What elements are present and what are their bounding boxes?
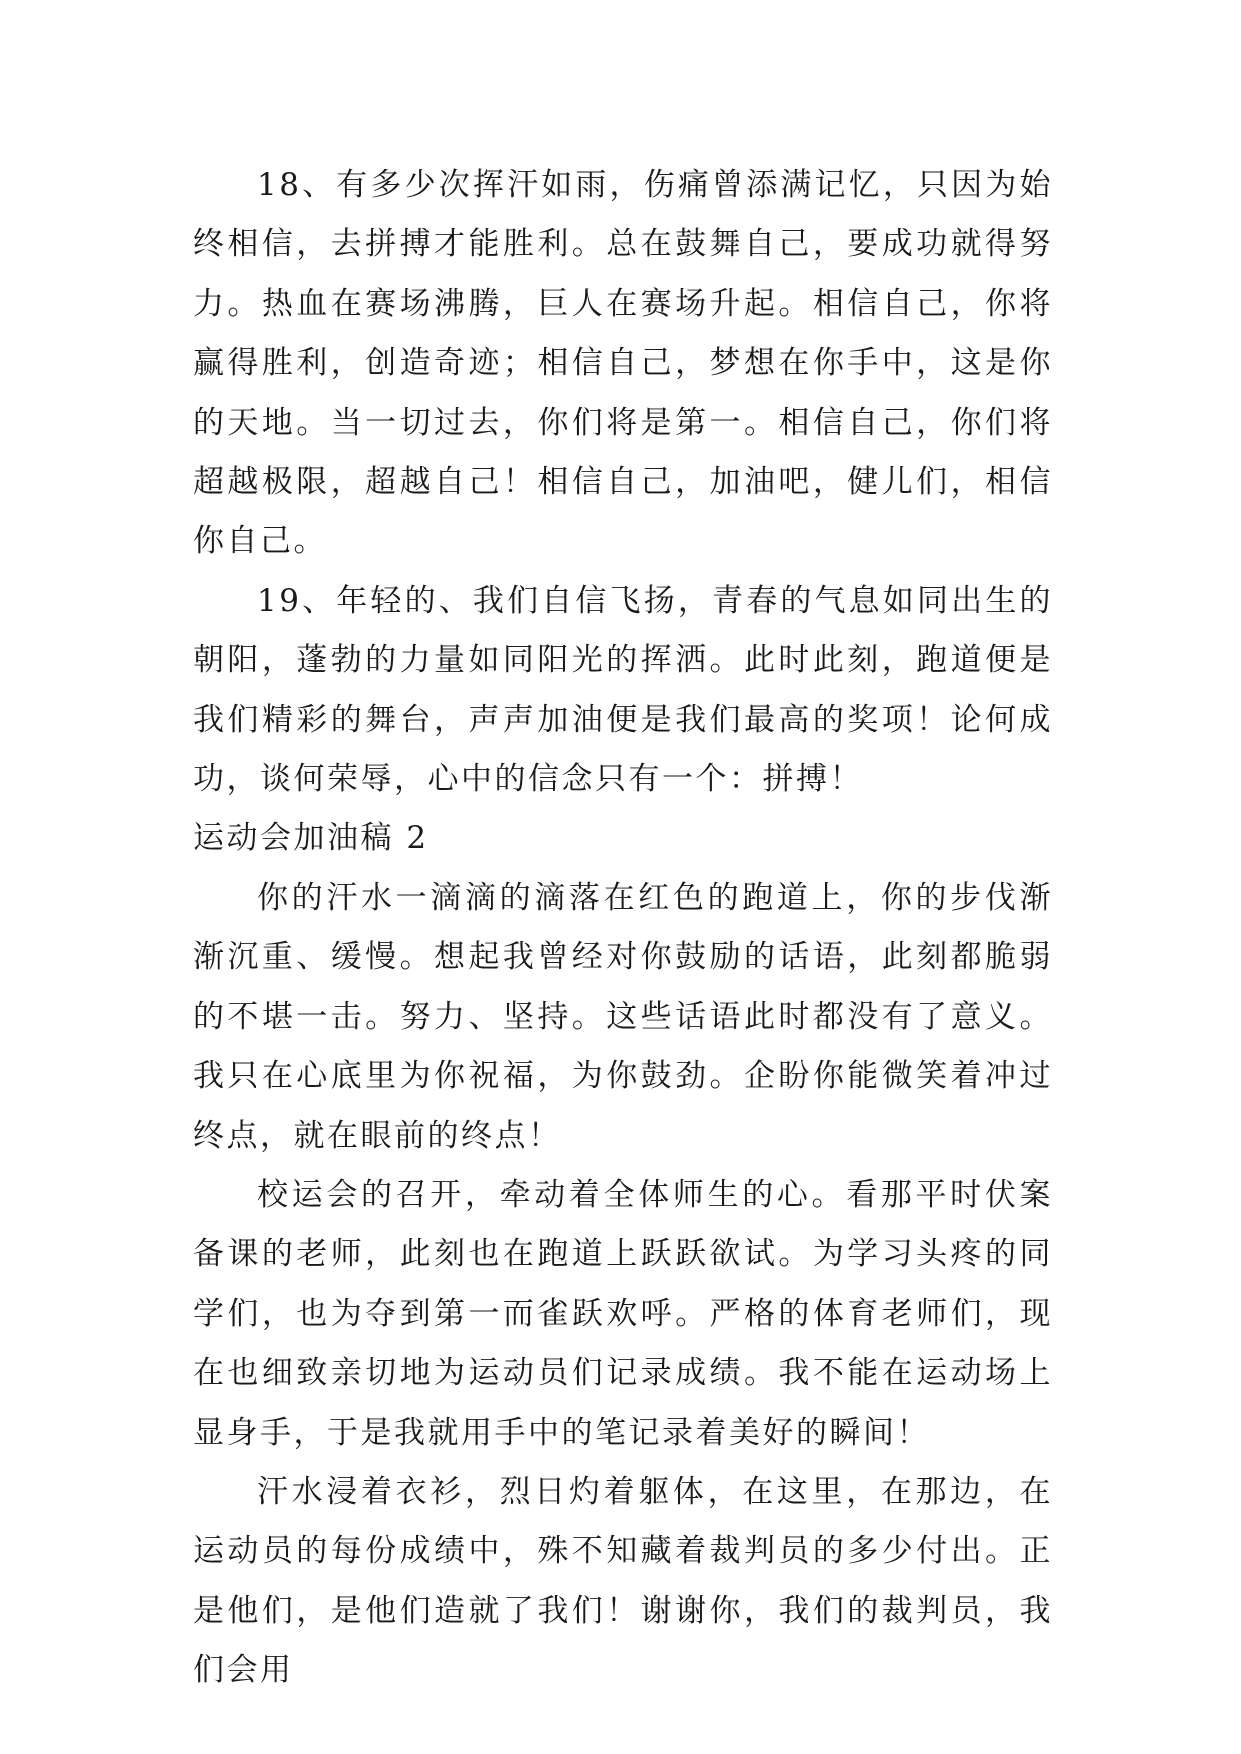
paragraph-19: 19、年轻的、我们自信飞扬，青春的气息如同出生的朝阳，蓬勃的力量如同阳光的挥洒。此时此刻，跑道便是我们精彩的舞台，声声加油便是我们最高的奖项！论何成功，谈何荣辱，心中的信念只有一个：拼搏！ xyxy=(193,582,1053,798)
paragraph-school-games: 校运会的召开，牵动着全体师生的心。看那平时伏案备课的老师，此刻也在跑道上跃跃欲试。为学习头疼的同学们，也为夺到第一而雀跃欢呼。严格的体育老师们，现在也细致亲切地为运动员们记录成绩。我不能在运动场上显身手，于是我就用手中的笔记录着美好的瞬间！ xyxy=(193,1176,1053,1451)
document-body xyxy=(193,156,1053,1701)
paragraph-referees: 汗水浸着衣衫，烈日灼着躯体，在这里，在那边，在运动员的每份成绩中，殊不知藏着裁判员的多少付出。正是他们，是他们造就了我们！谢谢你，我们的裁判员，我们会用 xyxy=(193,1473,1053,1689)
paragraph-18: 18、有多少次挥汗如雨，伤痛曾添满记忆，只因为始终相信，去拼搏才能胜利。总在鼓舞自己，要成功就得努力。热血在赛场沸腾，巨人在赛场升起。相信自己，你将赢得胜利，创造奇迹；相信自己，梦想在你手中，这是你的天地。当一切过去，你们将是第一。相信自己，你们将超越极限，超越自己！相信自己，加油吧，健儿们，相信你自己。 xyxy=(193,167,1053,560)
section-heading: 运动会加油稿 2 xyxy=(193,820,429,857)
paragraph-sweat-on-track: 你的汗水一滴滴的滴落在红色的跑道上，你的步伐渐渐沉重、缓慢。想起我曾经对你鼓励的话语，此刻都脆弱的不堪一击。努力、坚持。这些话语此时都没有了意义。我只在心底里为你祝福，为你鼓劲。企盼你能微笑着冲过终点，就在眼前的终点！ xyxy=(193,879,1053,1154)
